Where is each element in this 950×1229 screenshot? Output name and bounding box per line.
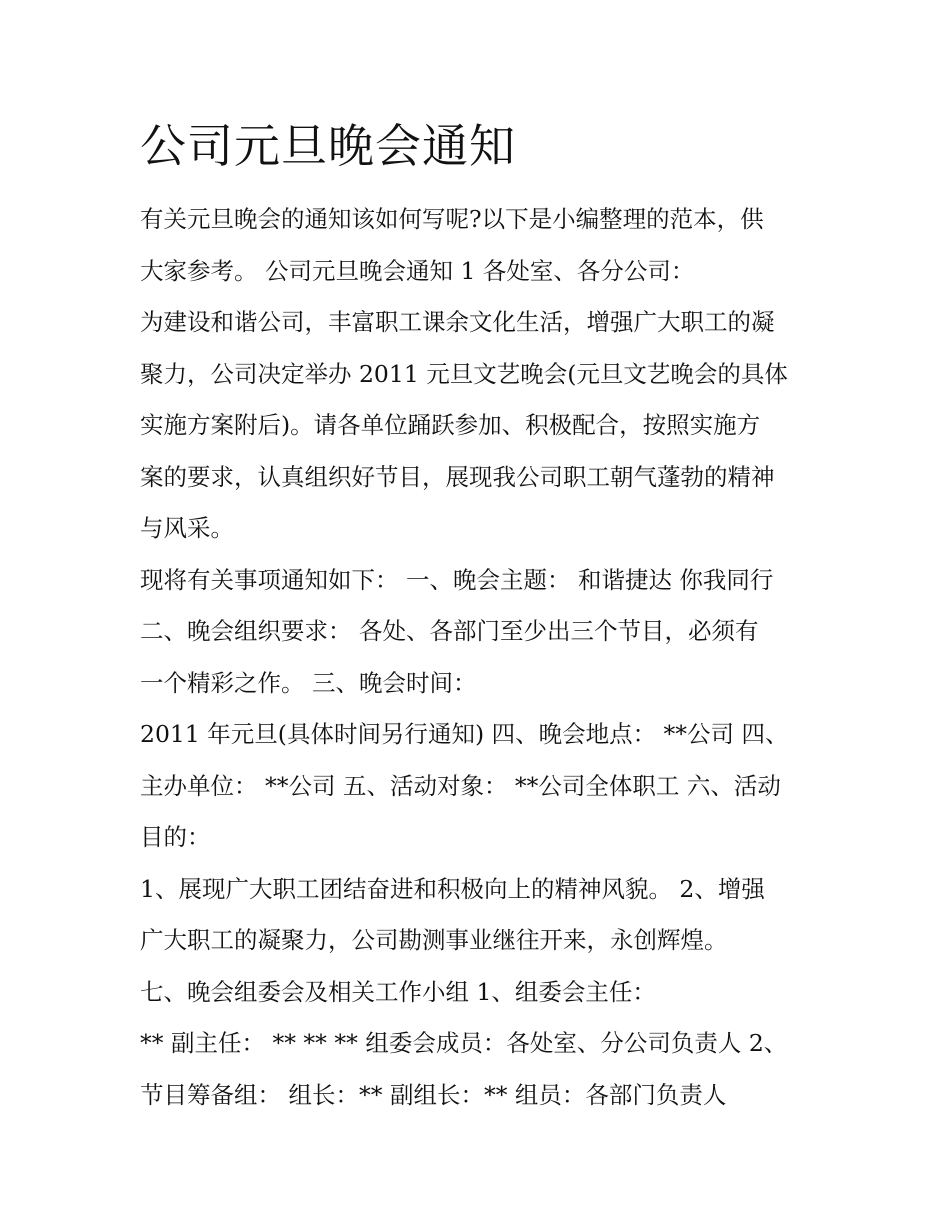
- body-line: 大家参考。 公司元旦晚会通知 1 各处室、各分公司：: [140, 256, 695, 285]
- document-title: 公司元旦晚会通知: [140, 119, 516, 173]
- body-line: 与风采。: [140, 514, 234, 542]
- document-body: [140, 194, 830, 1121]
- body-line: 1、展现广大职工团结奋进和积极向上的精神风貌。 2、增强: [140, 874, 765, 903]
- body-line: 节目筹备组： 组长：** 副组长：** 组员：各部门负责人: [140, 1080, 727, 1109]
- body-line: 2011 年元旦(具体时间另行通知) 四、晚会地点： **公司 四、: [140, 720, 789, 748]
- body-line: 现将有关事项通知如下： 一、晚会主题： 和谐捷达 你我同行: [140, 565, 774, 594]
- body-line: 聚力，公司决定举办 2011 元旦文艺晚会(元旦文艺晚会的具体: [140, 359, 788, 388]
- body-line: 有关元旦晚会的通知该如何写呢?以下是小编整理的范本，供: [140, 205, 764, 233]
- body-line: 实施方案附后)。请各单位踊跃参加、积极配合，按照实施方: [140, 411, 761, 439]
- body-line: 二、晚会组织要求： 各处、各部门至少出三个节目，必须有: [140, 617, 759, 645]
- body-line: 目的：: [140, 823, 211, 851]
- document-page: [140, 112, 830, 1121]
- body-line: 案的要求，认真组织好节目，展现我公司职工朝气蓬勃的精神: [140, 462, 775, 491]
- body-line: 七、晚会组委会及相关工作小组 1、组委会主任：: [140, 977, 656, 1006]
- body-line: ** 副主任： ** ** ** 组委会成员：各处室、分公司负责人 2、: [140, 1029, 788, 1057]
- body-line: 主办单位： **公司 五、活动对象： **公司全体职工 六、活动: [140, 771, 781, 800]
- body-line: 为建设和谐公司，丰富职工课余文化生活，增强广大职工的凝: [140, 308, 775, 336]
- body-line: 一个精彩之作。 三、晚会时间：: [140, 668, 477, 697]
- body-line: 广大职工的凝聚力，公司勘测事业继往开来，永创辉煌。: [140, 926, 728, 954]
